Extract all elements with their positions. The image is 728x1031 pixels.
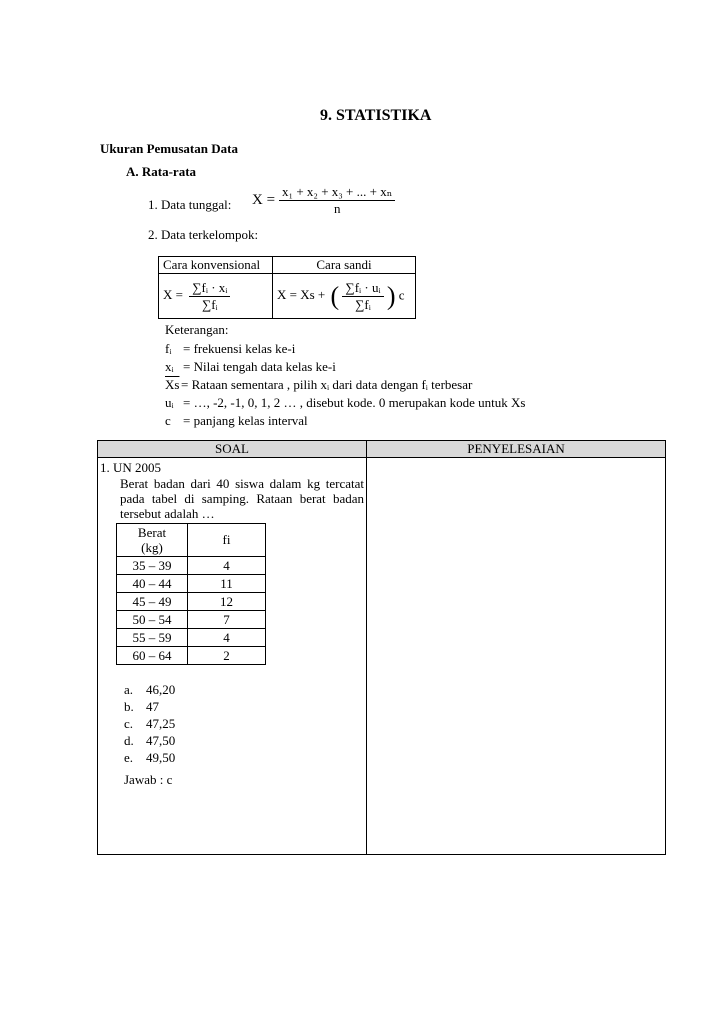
freq-value: 4	[188, 629, 266, 647]
keterangan-symbol: c	[165, 413, 171, 428]
formula-sandi	[273, 274, 416, 319]
freq-value: 4	[188, 557, 266, 575]
soal-cell	[98, 458, 367, 855]
question-line: Berat badan dari 40 siswa dalam kg tercatat	[120, 476, 364, 491]
subsection-heading: A. Rata-rata	[126, 164, 197, 179]
keterangan-list	[165, 340, 525, 430]
sandi-tail: c	[398, 286, 405, 302]
freq-range: 60 – 64	[117, 647, 188, 665]
table-row	[117, 593, 266, 611]
formula-single-numerator: x₁ + x₂ + x₃ + ... + xₙ	[279, 185, 395, 201]
keterangan-symbol: $\overline{Xs}$	[165, 377, 180, 392]
freq-header-berat-line2: (kg)	[141, 540, 163, 555]
paren-open-icon: (	[330, 281, 340, 310]
table-row	[117, 647, 266, 665]
freq-range: 35 – 39	[117, 557, 188, 575]
freq-value: 11	[188, 575, 266, 593]
item-data-tunggal: 1. Data tunggal:	[148, 197, 232, 212]
keterangan-line	[165, 376, 525, 394]
option-value: 46,20	[146, 682, 176, 697]
item-data-terkelompok: 2. Data terkelompok:	[148, 227, 259, 242]
keterangan-line	[165, 394, 525, 412]
header-penyelesaian: PENYELESAIAN	[367, 441, 666, 458]
option-c	[124, 715, 364, 732]
keterangan-symbol: fᵢ	[165, 341, 172, 356]
formula-col-konvensional-header: Cara konvensional	[159, 257, 273, 274]
question-line: pada tabel di samping. Rataan berat badan	[120, 491, 364, 506]
freq-range: 45 – 49	[117, 593, 188, 611]
answer-text: Jawab : c	[124, 772, 173, 787]
freq-range: 40 – 44	[117, 575, 188, 593]
sandi-lhs: X = Xs +	[277, 286, 326, 302]
option-value: 47,25	[146, 716, 176, 731]
option-value: 49,50	[146, 750, 176, 765]
page-title: 9. STATISTIKA	[320, 107, 432, 124]
formula-table	[158, 256, 416, 319]
freq-header-berat	[117, 524, 188, 557]
question-text	[100, 476, 364, 521]
freq-value: 7	[188, 611, 266, 629]
formula-single-denominator: n	[333, 201, 341, 216]
keterangan-text: = frekuensi kelas ke-i	[183, 341, 296, 356]
option-label: d.	[124, 733, 134, 748]
option-label: b.	[124, 699, 134, 714]
freq-header-berat-line1: Berat	[137, 525, 167, 540]
freq-value: 2	[188, 647, 266, 665]
formula-single	[252, 185, 395, 216]
option-value: 47	[146, 699, 159, 714]
option-d	[124, 732, 364, 749]
keterangan-symbol: xᵢ	[165, 359, 174, 374]
option-b	[124, 698, 364, 715]
soal-penyelesaian-table	[97, 440, 666, 855]
table-row	[117, 611, 266, 629]
keterangan-text: = …, -2, -1, 0, 1, 2 … , disebut kode. 0 merupakan kode untuk Xs	[183, 395, 526, 410]
formula-konvensional	[159, 274, 273, 319]
frequency-table	[116, 523, 266, 665]
freq-header-fi: fi	[188, 524, 266, 557]
keterangan-heading: Keterangan:	[165, 322, 229, 337]
penyelesaian-cell	[367, 458, 666, 855]
formula-col-sandi-header: Cara sandi	[273, 257, 416, 274]
freq-range: 50 – 54	[117, 611, 188, 629]
option-e	[124, 749, 364, 766]
option-label: c.	[124, 716, 134, 731]
keterangan-line	[165, 340, 525, 358]
sandi-denominator: ∑fᵢ	[355, 296, 371, 312]
keterangan-line	[165, 358, 525, 376]
option-value: 47,50	[146, 733, 176, 748]
options-list	[100, 681, 364, 788]
paren-close-icon: )	[386, 281, 396, 310]
table-row	[117, 575, 266, 593]
option-a	[124, 681, 364, 698]
sandi-numerator: ∑fᵢ · uᵢ	[342, 281, 383, 297]
conv-numerator: ∑fᵢ · xᵢ	[189, 281, 230, 297]
section-heading: Ukuran Pemusatan Data	[100, 141, 238, 156]
keterangan-text: = panjang kelas interval	[183, 413, 308, 428]
keterangan-symbol: uᵢ	[165, 395, 174, 410]
freq-value: 12	[188, 593, 266, 611]
table-row	[117, 557, 266, 575]
freq-range: 55 – 59	[117, 629, 188, 647]
keterangan-text: = Nilai tengah data kelas ke-i	[183, 359, 336, 374]
table-row	[117, 629, 266, 647]
option-label: a.	[124, 682, 134, 697]
header-soal: SOAL	[98, 441, 367, 458]
formula-single-lhs: X =	[252, 192, 276, 208]
keterangan-line	[165, 412, 525, 430]
conv-denominator: ∑fᵢ	[201, 296, 218, 312]
question-line: tersebut adalah …	[120, 506, 215, 521]
conv-lhs: X =	[163, 286, 183, 302]
keterangan-text: = Rataan sementara , pilih xᵢ dari data dengan fᵢ terbesar	[181, 377, 473, 392]
option-label: e.	[124, 750, 134, 765]
question-number: 1. UN 2005	[100, 460, 162, 475]
